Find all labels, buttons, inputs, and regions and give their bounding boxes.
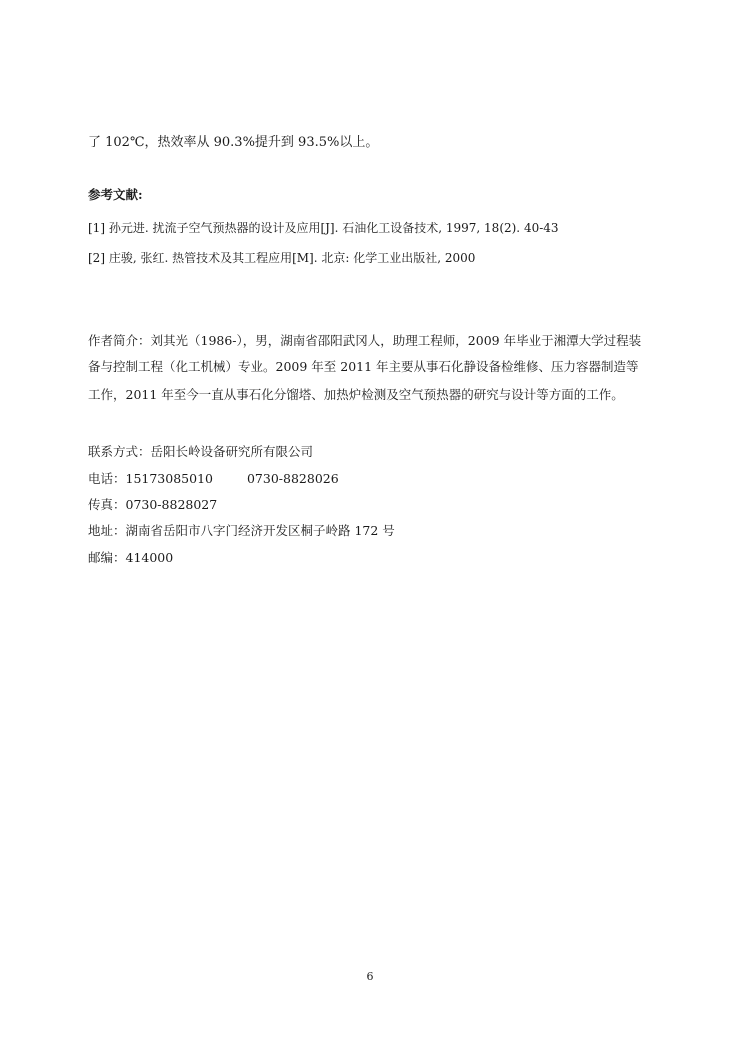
contact-fax: 传真：0730-8828027 (88, 497, 218, 512)
reference-item-1: [1] 孙元进. 扰流子空气预热器的设计及应用[J]. 石油化工设备技术, 1997, 18(2). 40-43 (88, 221, 559, 235)
references-heading: 参考文献: (88, 187, 143, 202)
author-bio-line-3: 工作，2011 年至今一直从事石化分馏塔、加热炉检测及空气预热器的研究与设计等方面的工作。 (88, 387, 624, 402)
author-bio-line-1: 作者简介：刘其光（1986-），男，湖南省邵阳武冈人，助理工程师，2009 年毕业于湘潭大学过程装 (88, 333, 642, 348)
intro-paragraph-end: 了 102℃，热效率从 90.3%提升到 93.5%以上。 (88, 135, 379, 150)
contact-address: 地址：湖南省岳阳市八字门经济开发区桐子岭路 172 号 (88, 523, 395, 538)
page-number: 6 (366, 970, 374, 983)
contact-organization: 联系方式：岳阳长岭设备研究所有限公司 (88, 444, 314, 459)
contact-postcode: 邮编：414000 (88, 550, 174, 565)
contact-phone-2: 0730-8828026 (246, 471, 339, 486)
contact-phone-line (88, 471, 339, 487)
contact-phone-1: 电话：15173085010 (88, 471, 213, 486)
reference-item-2: [2] 庄骏, 张红. 热管技术及其工程应用[M]. 北京: 化学工业出版社, 2000 (88, 251, 476, 265)
author-bio-line-2: 备与控制工程（化工机械）专业。2009 年至 2011 年主要从事石化静设备检维修、压力容器制造等 (88, 359, 639, 374)
